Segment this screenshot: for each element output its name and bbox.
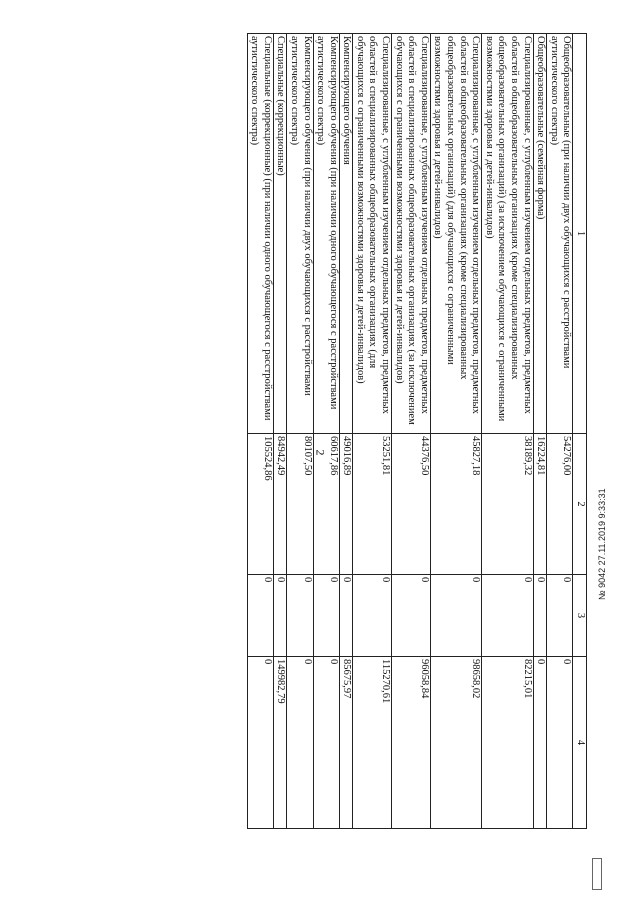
row-value-col2: 54276,00 [547, 434, 573, 575]
row-name: Общеобразовательные (семейная форма) [533, 34, 547, 434]
row-name: Специализированные, с углубленным изучением отдельных предметов, предметных областей в специализированных общеобразовательных организациях (за исключением обучающихся с ограниченными возможностями здоровья и детей-инвалидов) [392, 34, 431, 434]
row-value-col3: 0 [547, 575, 573, 657]
row-value-col2: 38189,32 [482, 434, 533, 575]
table-row [392, 34, 431, 829]
row-value-col2: 49016,89 [339, 434, 353, 575]
row-name: Специализированные, с углубленным изучением отдельных предметов, предметных областей в общеобразовательных организациях (кроме специализированных общеобразовательных организаций) (за исключением обучающихся с ограниченными возможностями здоровья и детей-инвалидов) [482, 34, 533, 434]
table-row [273, 34, 287, 829]
table-row [430, 34, 481, 829]
row-name: Компенсирующего обучения (при наличии двух обучающихся с расстройствами аутистического спектра) [287, 34, 313, 434]
row-value-col3: 0 [533, 575, 547, 657]
row-name: Компенсирующего обучения [339, 34, 353, 434]
table-row [287, 34, 313, 829]
row-name: Общеобразовательные (при наличии двух обучающихся с расстройствами аутистического спектра) [547, 34, 573, 434]
row-name: Специализированные, с углубленным изучением отдельных предметов, предметных областей в специализированных общеобразовательных организациях (для обучающихся с ограниченными возможностями здоровья и детей-инвалидов) [353, 34, 392, 434]
rates-table [247, 33, 587, 829]
row-value-col4: 0 [247, 657, 273, 829]
table-row [313, 34, 339, 829]
row-value-col4: 96058,84 [392, 657, 431, 829]
header-cell-4: 4 [573, 657, 587, 829]
table-row [547, 34, 573, 829]
row-value-col3: 0 [273, 575, 287, 657]
row-value-col2: 80107,50 [287, 434, 313, 575]
row-name: Специализированные, с углубленным изучением отдельных предметов, предметных областей в общеобразовательных организациях (кроме специализированных общеобразовательных организаций) (для обучающихся с ограниченными возможностями здоровья и детей-инвалидов) [430, 34, 481, 434]
row-value-col3: 0 [287, 575, 313, 657]
row-value-col4: 0 [313, 657, 339, 829]
row-value-col2: 53251,81 [353, 434, 392, 575]
row-value-col2: 84942,49 [273, 434, 287, 575]
table-row [482, 34, 533, 829]
row-value-col4: 82215,01 [482, 657, 533, 829]
row-value-col3: 0 [353, 575, 392, 657]
table-header-row [573, 34, 587, 829]
row-value-col3: 0 [339, 575, 353, 657]
row-value-col2: 60617,86 [313, 434, 339, 575]
header-cell-2: 2 [573, 434, 587, 575]
rotated-table-area [77, 33, 587, 828]
row-name: Компенсирующего обучения (при наличии одного обучающегося с расстройствами аутистического спектра) [313, 34, 339, 434]
header-cell-1: 1 [573, 34, 587, 434]
table-row [247, 34, 273, 829]
row-value-col3: 0 [247, 575, 273, 657]
table-row [533, 34, 547, 829]
row-value-col4: 0 [533, 657, 547, 829]
row-value-col4: 98658,02 [430, 657, 481, 829]
row-value-col3: 0 [313, 575, 339, 657]
row-value-col4: 85675,97 [339, 657, 353, 829]
row-value-col4: 0 [287, 657, 313, 829]
row-value-col3: 0 [392, 575, 431, 657]
row-value-col3: 0 [482, 575, 533, 657]
row-value-col3: 0 [430, 575, 481, 657]
table-row [339, 34, 353, 829]
row-value-col4: 115270,61 [353, 657, 392, 829]
registration-stamp-icon [592, 858, 602, 890]
row-value-col4: 149982,79 [273, 657, 287, 829]
row-value-col2: 44376,50 [392, 434, 431, 575]
row-name: Специальные (коррекционные) [273, 34, 287, 434]
row-value-col2: 105524,86 [247, 434, 273, 575]
row-name: Специальные (коррекционные) (при наличии одного обучающегося с расстройствами аутистического спектра) [247, 34, 273, 434]
header-cell-3: 3 [573, 575, 587, 657]
registration-footer: № 9042 27.11.2019 9:33:31 [597, 488, 607, 600]
row-value-col2: 16224,81 [533, 434, 547, 575]
page-number: 2 [313, 449, 328, 456]
table-row [353, 34, 392, 829]
row-value-col4: 0 [547, 657, 573, 829]
row-value-col2: 45827,18 [430, 434, 481, 575]
